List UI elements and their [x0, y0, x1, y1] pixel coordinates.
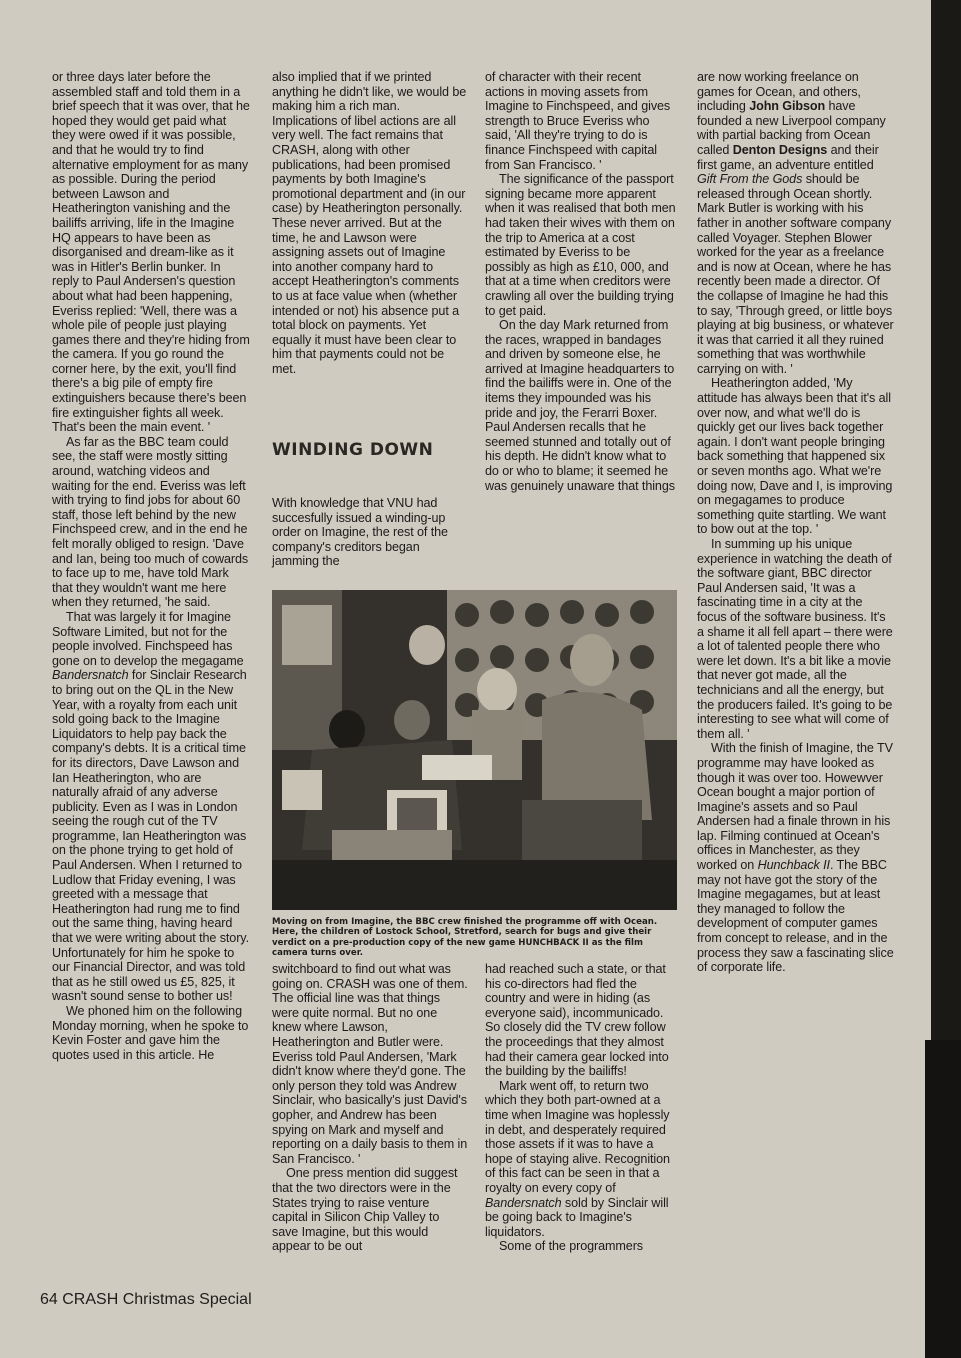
paragraph: had reached such a state, or that his co-directors had fled the country and were in hiding (as everyone said), incommunicado. So closely did the TV crew follow the proceedings that they almost had their camera gear locked into the building by the bailiffs!	[485, 962, 669, 1079]
company-name: Denton Designs	[732, 142, 828, 157]
paragraph: One press mention did suggest that the two directors were in the States trying to raise venture capital in Silicon Chip Valley to save Imagine, but this would appear to be out	[272, 1166, 458, 1254]
page-edge-shadow-lower	[925, 1040, 961, 1358]
person-name: John Gibson	[749, 99, 826, 114]
paragraph: The significance of the passport signing became more apparent when it was realised that both men had taken their wives with them on the trip to America at a cost estimated by Everiss to be possibly as high as £10, 000, and that at a time when creditors were crawling all over the building trying to get paid.	[485, 172, 676, 318]
photo-illustration	[272, 590, 677, 910]
paragraph: of character with their recent actions in moving assets from Imagine to Finchspeed, and gives strength to Bruce Everiss who said, 'All they're trying to do is finance Finchspeed with capital from San Francisco. '	[485, 70, 671, 172]
section-heading: WINDING DOWN	[272, 440, 434, 460]
paragraph: In summing up his unique experience in watching the death of the software giant, BBC director Paul Andersen said, 'It was a fascinating time in a city at the focus of the software business. It's a shame it all fell apart – there were a lot of talented people there who were let down. It's a bit like a movie that never got made, all the technicians and all the energy, but the producers failed. It's going to be interesting to see what will come of them all. '	[697, 537, 893, 741]
article-column-2-mid	[272, 496, 468, 569]
paragraph: That was largely it for Imagine Software Limited, but not for the people involved. Finchspeed has gone on to develop the megagame Bandersnatch for Sinclair Research to bring out on the QL in the New Year, with a royalty from each unit sold going back to the Imagine Liquidators to help pay back the company's debts. It is a critical time for its directors, Dave Lawson and Ian Heatherington, who are naturally afraid of any adverse publicity. Even as I was in London seeing the rough cut of the TV programme, Ian Heatherington was on the phone trying to get hold of Paul Andersen. When I returned to Ludlow that Friday evening, I was greeted with a message that Heatherington had rung me to find out the same thing, having heard that we were writing about the story. Unfortunately for him he spoke to our Financial Director, and was told that as he still owed us £5, 825, it wasn't sound sense to bother us!	[52, 609, 249, 1004]
paragraph: Mark went off, to return two which they both part-owned at a time when Imagine was hoplessly in debt, and desperately required those assets if it was to have a hope of staying alive. Recognition of this fact can be seen in that a royalty on every copy of Bandersnatch sold by Sinclair will be going back to Imagine's liquidators.	[485, 1078, 670, 1239]
paragraph: As far as the BBC team could see, the staff were mostly sitting around, watching videos and waiting for the end. Everiss was left with trying to find jobs for about 60 staff, those left behind by the new Finchspeed crew, and in the end he felt morally obliged to resign. 'Dave and Ian, being too much of cowards to face up to me, have told Mark that they wouldn't want me here when they returned, 'he said.	[52, 434, 249, 610]
paragraph: We phoned him on the following Monday morning, when he spoke to Kevin Foster and gave him the quotes used in this article. He	[52, 1004, 249, 1062]
game-title: Gift From the Gods	[697, 172, 803, 187]
paragraph: or three days later before the assembled staff and told them in a brief speech that it was over, that he hoped they would get paid what they were owed if it was possible, and that he would try to find alternative employment for as many as possible. During the period between Lawson and Heatherington vanishing and the bailiffs arriving, life in the Imagine HQ appears to have been as disorganised and dream-like as it was in Hitler's Berlin bunker. In reply to Paul Andersen's question about what had been happening, Everiss replied: 'Well, there was a whole pile of people just playing games there and they're hiding from the camera. If you go round the corner here, by the exit, you'll find there's a big pile of empty fire extinguishers because there's been fire extinguisher fights all week. That's been the main event. '	[52, 70, 250, 435]
paragraph: also implied that if we printed anything he didn't like, we would be making him a rich man. Implications of libel actions are all very well. The fact remains that CRASH, along with other publications, had been promised payments by both Imagine's promotional department and (in our case) by Heatherington personally. These never arrived. But at the time, he and Lawson were assigning assets out of Imagine into another company hard to accept Heatherington's comments to us at face value when (whether intended or not) his absence put a total block on payments. Yet equally it must have been clear to him that payments could not be met.	[272, 70, 467, 376]
article-photo	[272, 590, 677, 910]
game-title: Bandersnatch	[485, 1195, 562, 1210]
paragraph: With knowledge that VNU had succesfully issued a winding-up order on Imagine, the rest of the company's creditors began jamming the	[272, 496, 448, 569]
paragraph: Some of the programmers	[499, 1239, 643, 1254]
game-title: Bandersnatch	[52, 668, 129, 683]
article-column-3-bottom	[485, 962, 677, 1254]
paragraph: With the finish of Imagine, the TV programme may have looked as though it was over too. Howewver Ocean bought a major portion of Imagine's assets and so Paul Andersen had a finale thrown in his lap. Filming continued at Ocean's offices in Manchester, as they worked on Hunchback II. The BBC may not have got the story of the Imagine megagames, but at least they managed to follow the development of computer games from concept to release, and in the process they saw a fascinating slice of corporate life.	[697, 741, 894, 975]
article-column-1	[52, 70, 250, 1062]
article-column-2-bottom	[272, 962, 468, 1254]
photo-caption: Moving on from Imagine, the BBC crew finished the programme off with Ocean. Here, the children of Lostock School, Stretford, search for bugs and give their verdict on a pre-production copy of the new game HUNCHBACK II as the film camera turns over.	[272, 917, 658, 959]
paragraph: switchboard to find out what was going on. CRASH was one of them. The official line was that things were quite normal. But no one knew where Lawson, Heatherington and Butler were. Everiss told Paul Andersen, 'Mark didn't know where they'd gone. The only person they told was Andrew Sinclair, who basically's just David's gopher, and Andrew has been spying on Mark and myself and reporting on a daily basis to them in San Francisco. '	[272, 962, 468, 1166]
paragraph: On the day Mark returned from the races, wrapped in bandages and driven by someone else, he arrived at Imagine headquarters to find the bailiffs were in. One of the items they impounded was his pride and joy, the Ferarri Boxer. Paul Andersen recalls that he seemed stunned and totally out of his depth. He didn't know what to do or who to blame; it seemed he was genuinely unaware that things	[485, 318, 675, 493]
article-column-2-top	[272, 70, 468, 376]
game-title: Hunchback II	[757, 858, 830, 873]
paragraph: Heatherington added, 'My attitude has always been that it's all over now, and what we'll do is quickly get our lives back together again. I don't want people bringing back something that happened six or seven months ago. What we're doing now, Dave and I, is improving on megagames to produce something quite startling. We want to bow out at the top. '	[697, 376, 893, 537]
paragraph: are now working freelance on games for Ocean, and others, including John Gibson have founded a new Liverpool company with partial backing from Ocean called Denton Designs and their first game, an adventure entitled Gift From the Gods should be released through Ocean shortly. Mark Butler is working with his father in another software company called Voyager. Stephen Blower worked for the year as a freelance and is now at Ocean, where he has recently been made a director. Of the collapse of Imagine he had this to say, 'Through greed, or little boys playing at big business, or whatever it was that carried it all they ruined something that was worthwhile carrying on with. '	[697, 70, 894, 376]
article-column-4	[697, 70, 895, 975]
page-footer: 64 CRASH Christmas Special	[40, 1291, 252, 1308]
article-column-3-top	[485, 70, 677, 493]
